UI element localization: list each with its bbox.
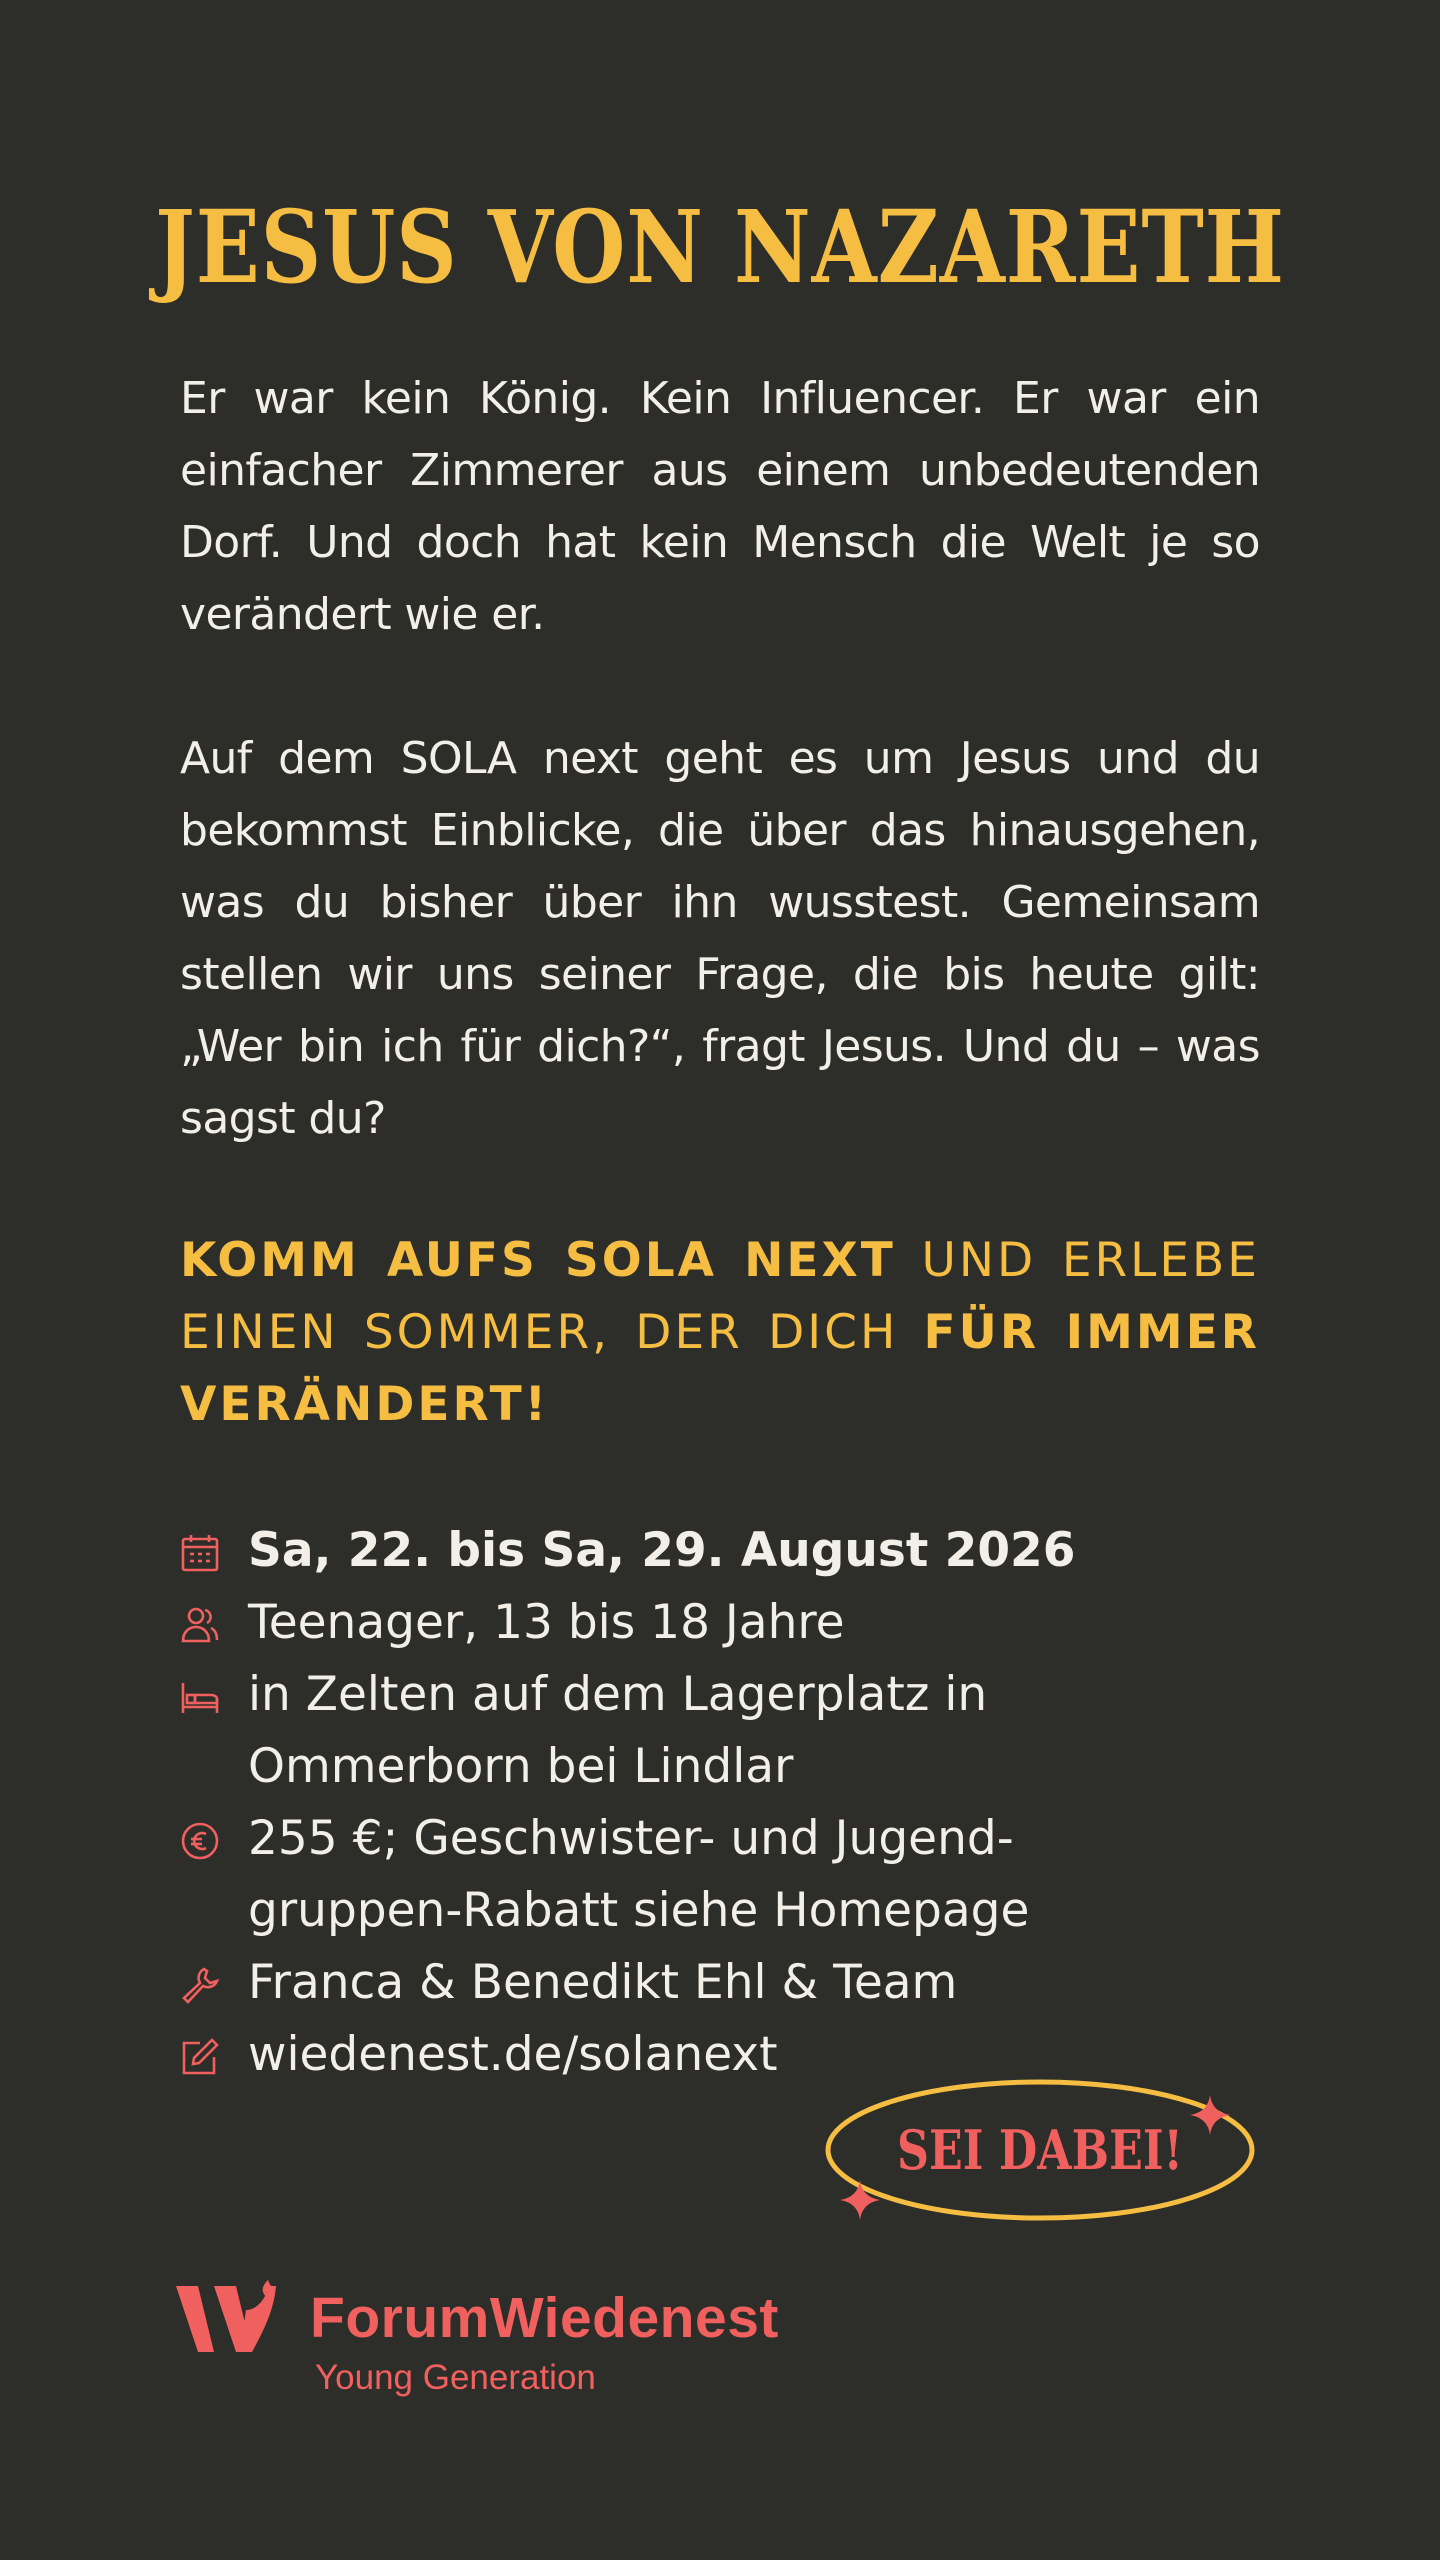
cta-bold-1: KOMM AUFS SOLA NEXT (180, 1233, 896, 1288)
cta-light: UND ERLEBE EINEN SOMMER, DER DICH (180, 1233, 1260, 1360)
sparkle-icon (840, 2180, 880, 2220)
cta-bold-2: FÜR IMMER VERÄNDERT! (180, 1305, 1261, 1432)
logo-subtitle: Young Generation (315, 2358, 596, 2397)
sei-dabei-label: SEI DABEI! (897, 2118, 1183, 2182)
edit-icon (180, 2037, 220, 2077)
info-price-text: 255 €; Geschwister- und Jugendgruppen-Rabatt siehe Homepage (248, 1811, 1030, 1938)
info-date-text: Sa, 22. bis Sa, 29. August 2026 (248, 1523, 1076, 1578)
calendar-icon (180, 1533, 220, 1573)
page-title: JESUS VON NAZARETH (155, 188, 1285, 306)
info-age (180, 1587, 1180, 1659)
call-to-action (180, 1225, 1260, 1441)
info-date (180, 1515, 1180, 1587)
info-team-text: Franca & Benedikt Ehl & Team (248, 1955, 958, 2010)
description-paragraph: Auf dem SOLA next geht es um Jesus und du bekommst Einblicke, die über das hinausgehen, was du bisher über ihn wusstest. Gemeinsam stellen wir uns seiner Frage, die bis heute gilt: „Wer bin ich für dich?“, fragt Jesus. Und du – was sagst du? (180, 733, 1260, 1144)
euro-icon (180, 1821, 220, 1861)
event-info-list (180, 1515, 1180, 2091)
people-icon (180, 1605, 220, 1645)
intro-paragraph: Er war kein König. Kein Influencer. Er war ein einfacher Zimmerer aus einem unbedeutenden Dorf. Und doch hat kein Mensch die Welt je so verändert wie er. (180, 373, 1260, 640)
info-age-text: Teenager, 13 bis 18 Jahre (248, 1595, 845, 1650)
info-web-text: wiedenest.de/solanext (248, 2027, 778, 2082)
bed-icon (180, 1677, 220, 1717)
logo-name: ForumWiedenest (310, 2286, 779, 2350)
info-price (180, 1803, 1180, 1947)
info-place-text: in Zelten auf dem Lagerplatz in Ommerborn bei Lindlar (248, 1667, 988, 1794)
info-team (180, 1947, 1180, 2019)
wrench-icon (180, 1965, 220, 2005)
info-place (180, 1659, 1180, 1803)
forum-wiedenest-logo-icon (176, 2280, 281, 2360)
